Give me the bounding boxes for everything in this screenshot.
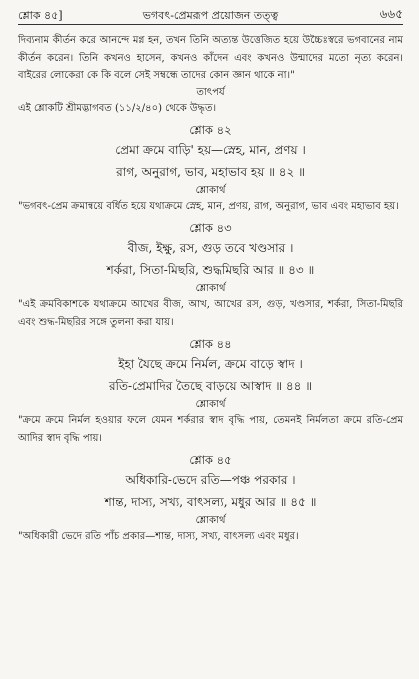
verse-line: শর্করা, সিতা-মিছরি, শুদ্ধমিছরি আর ॥ ৪৩ ॥ bbox=[106, 263, 315, 277]
translation-label: শ্লোকার্থ bbox=[195, 184, 226, 196]
verse-block bbox=[18, 335, 403, 447]
verse-block bbox=[18, 451, 403, 546]
verse-heading: শ্লোক ৪৩ bbox=[189, 221, 232, 235]
verse-heading: শ্লোক ৪২ bbox=[189, 122, 232, 137]
header-title: ভগবৎ-প্রেমরূপ প্রয়োজন তত্ত্ব bbox=[142, 9, 279, 22]
translation-text: "ক্রমে ক্রমে নির্মল হওয়ার ফলে যেমন শর্করার স্বাদ বৃদ্ধি পায়, তেমনই নির্মলতা ক্রমে রতি-প্রেম আদির স্বাদ বৃদ্ধি পায়। bbox=[18, 415, 403, 444]
verse-line: ইহা যৈছে ক্রমে নির্মল, ক্রমে বাড়ে স্বাদ । bbox=[118, 357, 303, 371]
verse-line: অধিকারি-ভেদে রতি—পঞ্চ পরকার । bbox=[125, 473, 296, 487]
verse-block bbox=[18, 121, 403, 216]
translation-text: "অধিকারী ভেদে রতি পাঁচ প্রকার—শান্ত, দাস্য, সখ্য, বাৎসল্য এবং মধুর। bbox=[18, 531, 299, 542]
page-number: ৬৬৫ bbox=[379, 7, 403, 21]
verse-heading: শ্লোক ৪৫ bbox=[189, 453, 232, 467]
verse-line: শান্ত, দাস্য, সখ্য, বাৎসল্য, মধুর আর ॥ ৪৫ ॥ bbox=[104, 495, 317, 509]
verse-line: রাগ, অনুরাগ, ভাব, মহাভাব হয় ॥ ৪২ ॥ bbox=[116, 164, 305, 179]
page-content bbox=[18, 32, 403, 546]
verse-heading: শ্লোক ৪৪ bbox=[189, 337, 232, 351]
translation-text: "ভগবৎ-প্রেম ক্রমান্বয়ে বর্ধিত হয়ে যথাক্রমে স্নেহ, মান, প্রণয়, রাগ, অনুরাগ, ভাব এবং মহাভাব হয়। bbox=[18, 200, 399, 212]
verse-block bbox=[18, 219, 403, 331]
translation-text: "এই ক্রমবিকাশকে যথাক্রমে আখের বীজ, আখ, আখের রস, গুড়, খণ্ডসার, শর্করা, সিতা-মিছরি এবং শুদ্ধ-মিছরির সঙ্গে তুলনা করা যায়। bbox=[18, 299, 403, 328]
verse-line: প্রেমা ক্রমে বাড়ি' হয়—স্নেহ, মান, প্রণয় । bbox=[115, 142, 306, 157]
intro-paragraph: দিব্যনাম কীর্তন করে আনন্দে মগ্ন হন, তখন তিনি অত্যন্ত উত্তেজিত হয়ে উচ্চৈঃস্বরে ভগবানের নাম কীর্তন করেন। তিনি কখনও হাসেন, কখনও কাঁদেন এবং কখনও উন্মাদের মতো নৃত্য করেন। বাইরের লোকেরা কে কি বলে সেই সম্বন্ধে তাদের কোন জ্ঞান থাকে না।" bbox=[18, 35, 403, 81]
purport-text: এই শ্লোকটি শ্রীমদ্ভাগবত (১১/২/৪০) থেকে উদ্ধৃত। bbox=[18, 102, 217, 114]
page-header bbox=[18, 4, 403, 25]
translation-label: শ্লোকার্থ bbox=[195, 515, 226, 526]
purport-label: তাৎপর্য bbox=[196, 86, 225, 98]
translation-label: শ্লোকার্থ bbox=[195, 283, 226, 294]
header-verse-ref: শ্লোক ৪৫] bbox=[18, 9, 63, 22]
verse-line: রতি-প্রেমাদির তৈছে বাড়য়ে আস্বাদ ॥ ৪৪ ॥ bbox=[108, 379, 313, 393]
verse-line: বীজ, ইক্ষু, রস, গুড় তবে খণ্ডসার । bbox=[127, 241, 294, 255]
translation-label: শ্লোকার্থ bbox=[195, 399, 226, 410]
